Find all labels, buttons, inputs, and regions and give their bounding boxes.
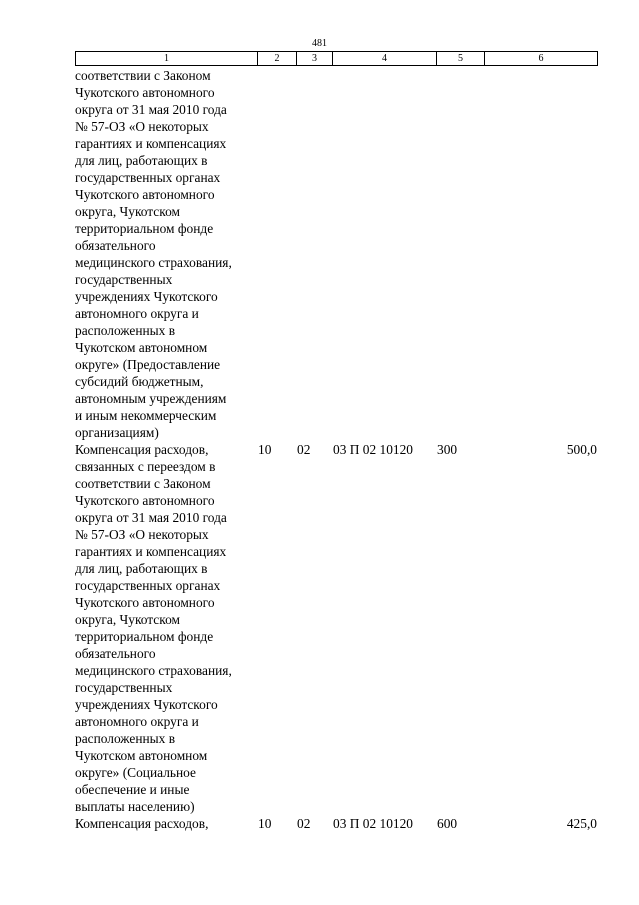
column-header-table — [75, 51, 598, 66]
table-row — [75, 441, 600, 815]
row-section-code: 10 — [258, 816, 272, 831]
table-row — [75, 67, 600, 441]
table-body — [75, 67, 600, 832]
column-header-2: 2 — [258, 52, 297, 66]
row-expense-type: 300 — [437, 442, 458, 457]
page-number: 481 — [312, 38, 327, 49]
column-header-3: 3 — [297, 52, 333, 66]
row-description: Компенсация расходов, связанных с переездом в соответствии с Законом Чукотского автономного округа от 31 мая 2010 года № 57-ОЗ «О некоторых гарантиях и компенсациях для лиц, работающих в государственных органах Чукотского автономного округа, Чукотском территориальном фонде обязательного медицинского страхования, государственных учреждениях Чукотского автономного округа и расположенных в Чукотском автономном округе» (Социальное обеспечение и иные выплаты населению) — [75, 442, 232, 814]
row-subsection-code: 02 — [297, 816, 311, 831]
row-section-code: 10 — [258, 442, 272, 457]
row-expense-type: 600 — [437, 816, 458, 831]
row-amount: 425,0 — [566, 816, 597, 831]
row-amount: 500,0 — [566, 442, 597, 457]
column-header-4: 4 — [333, 52, 437, 66]
row-target-article: 03 П 02 10120 — [333, 816, 413, 831]
column-header-6: 6 — [485, 52, 598, 66]
table-row — [75, 815, 600, 832]
row-target-article: 03 П 02 10120 — [333, 442, 413, 457]
column-header-5: 5 — [437, 52, 485, 66]
row-description: соответствии с Законом Чукотского автономного округа от 31 мая 2010 года № 57-ОЗ «О некоторых гарантиях и компенсациях для лиц, работающих в государственных органах Чукотского автономного округа, Чукотском территориальном фонде обязательного медицинского страхования, государственных учреждениях Чукотского автономного округа и расположенных в Чукотском автономном округе» (Предоставление субсидий бюджетным, автономным учреждениям и иным некоммерческим организациям) — [75, 68, 232, 440]
column-header-1: 1 — [76, 52, 258, 66]
row-description: Компенсация расходов, — [75, 816, 209, 831]
column-header-row — [76, 52, 598, 66]
row-subsection-code: 02 — [297, 442, 311, 457]
